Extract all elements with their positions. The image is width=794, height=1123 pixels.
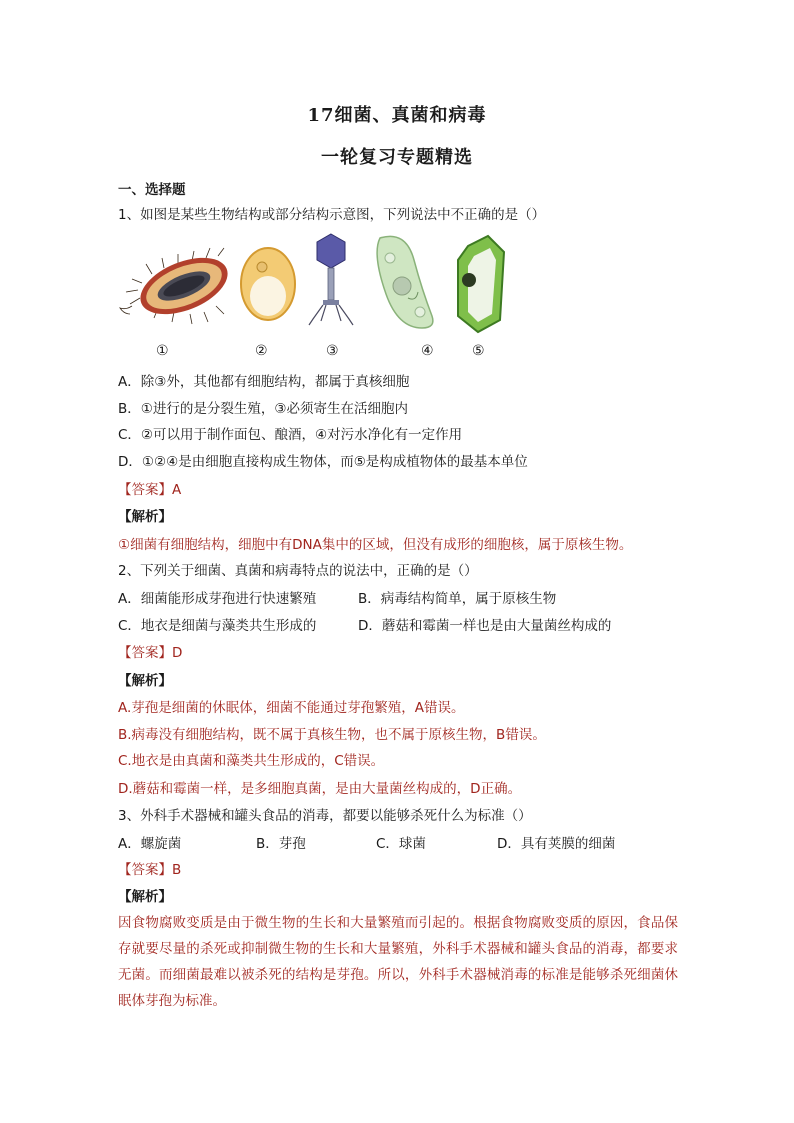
q1-option-d: D．①②④是由细胞直接构成生物体，而⑤是构成植物体的最基本单位 xyxy=(118,454,528,470)
figure-label-3: ③ xyxy=(326,343,339,359)
document-title: 17细菌、真菌和病毒 xyxy=(307,105,487,126)
q3-option-d: D．具有荚膜的细菌 xyxy=(497,836,616,852)
q2-option-d: D．蘑菇和霉菌一样也是由大量菌丝构成的 xyxy=(358,618,612,634)
q3-option-a: A．螺旋菌 xyxy=(118,836,182,852)
q2-analysis-label: 【解析】 xyxy=(118,673,172,689)
q2-analysis-c: C.地衣是由真菌和藻类共生形成的，C错误。 xyxy=(118,753,385,769)
q1-stem: 1、如图是某些生物结构或部分结构示意图，下列说法中不正确的是（） xyxy=(118,207,546,223)
q3-option-b: B．芽孢 xyxy=(256,836,306,852)
q3-analysis: 因食物腐败变质是由于微生物的生长和大量繁殖而引起的。根据食物腐败变质的原因，食品保存就要尽量的杀死或抑制微生物的生长和大量繁殖，外科手术器械和罐头食品的消毒，都要求无菌。而细菌最难以被杀死的结构是芽孢。所以，外科手术器械消毒的标准是能够杀死细菌休眠体芽孢为标准。 xyxy=(118,915,678,1009)
figure-label-4: ④ xyxy=(421,343,434,359)
q3-option-c: C．球菌 xyxy=(376,836,426,852)
q2-stem: 2、下列关于细菌、真菌和病毒特点的说法中，正确的是（） xyxy=(118,563,478,579)
yeast-cell-illustration xyxy=(241,248,295,320)
q1-analysis: ①细菌有细胞结构，细胞中有DNA集中的区域，但没有成形的细胞核，属于原核生物。 xyxy=(118,537,633,553)
q2-option-b: B．病毒结构简单，属于原核生物 xyxy=(358,591,557,607)
q3-stem: 3、外科手术器械和罐头食品的消毒，都要以能够杀死什么为标准（） xyxy=(118,808,532,824)
q2-analysis-d: D.蘑菇和霉菌一样，是多细胞真菌，是由大量菌丝构成的，D正确。 xyxy=(118,781,522,797)
q1-answer: 【答案】A xyxy=(118,482,182,498)
plant-cell-illustration xyxy=(458,236,504,332)
document-subtitle: 一轮复习专题精选 xyxy=(321,147,473,168)
q1-option-a: A．除③外，其他都有细胞结构，都属于真核细胞 xyxy=(118,374,410,390)
figure-label-5: ⑤ xyxy=(472,343,485,359)
virus-illustration xyxy=(309,234,353,325)
paramecium-illustration xyxy=(377,236,433,328)
q2-answer: 【答案】D xyxy=(118,645,183,661)
q2-option-c: C．地衣是细菌与藻类共生形成的 xyxy=(118,618,317,634)
q2-option-a: A．细菌能形成芽孢进行快速繁殖 xyxy=(118,591,317,607)
figure-label-2: ② xyxy=(255,343,268,359)
section-heading: 一、选择题 xyxy=(118,182,186,198)
q3-analysis-label: 【解析】 xyxy=(118,889,172,905)
q2-analysis-b: B.病毒没有细胞结构，既不属于真核生物，也不属于原核生物，B错误。 xyxy=(118,727,546,743)
q1-analysis-label: 【解析】 xyxy=(118,509,172,525)
bacterium-illustration xyxy=(120,247,236,326)
q3-answer: 【答案】B xyxy=(118,862,182,878)
q1-figure xyxy=(118,228,558,338)
figure-label-1: ① xyxy=(156,343,169,359)
q1-option-b: B．①进行的是分裂生殖，③必须寄生在活细胞内 xyxy=(118,401,408,417)
q1-option-c: C．②可以用于制作面包、酿酒，④对污水净化有一定作用 xyxy=(118,427,463,443)
q2-analysis-a: A.芽孢是细菌的休眠体，细菌不能通过芽孢繁殖，A错误。 xyxy=(118,700,465,716)
